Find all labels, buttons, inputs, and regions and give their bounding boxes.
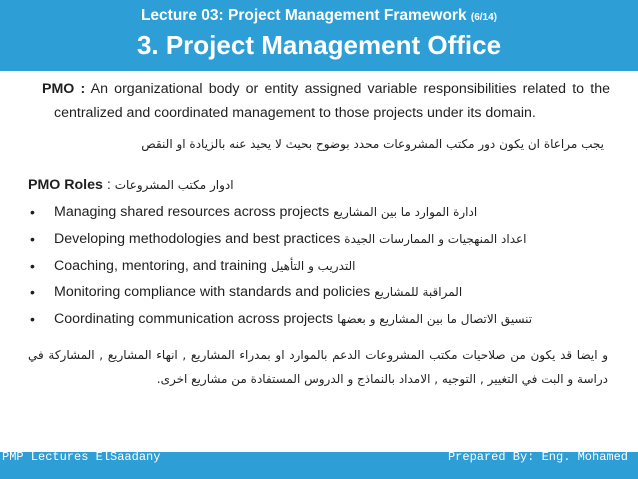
role-text: Developing methodologies and best practices [54, 230, 341, 247]
role-text: Coaching, mentoring, and training [54, 257, 267, 274]
role-text-arabic: المراقبة للمشاريع [374, 285, 463, 300]
role-text: Coordinating communication across projects [54, 311, 334, 328]
bullet-icon: • [30, 284, 35, 301]
arabic-paragraph: و ايضا قد يكون من صلاحيات مكتب المشروعات الدعم بالموارد او بمدراء المشاريع , انهاء المشاريع , المشاركة في دراسة و البت في التغيير , التوجيه , الامداد بالنماذج و الدروس المستفادة من مشاريع اخرى. [28, 347, 608, 386]
bullet-icon: • [30, 257, 35, 274]
roles-heading-separator: : [102, 177, 115, 193]
slide-content [28, 77, 610, 391]
pmo-definition-text: An organizational body or entity assigned variable responsibilities related to the centralized and coordinated management to those projects under its domain. [54, 81, 610, 121]
list-item [28, 306, 610, 333]
list-item [28, 279, 610, 306]
list-item [28, 226, 610, 253]
lecture-subtitle-text: Lecture 03: Project Management Framework [140, 7, 467, 24]
role-text-arabic: التدريب و التأهيل [270, 258, 356, 273]
role-text-arabic: تنسيق الاتصال ما بين المشاريع و بعضها [337, 312, 533, 327]
title-banner [0, 0, 638, 71]
pmo-term: PMO : [42, 81, 86, 97]
arabic-note: يجب مراعاة ان يكون دور مكتب المشروعات محدد بوضوح بحيث لا يحيد عنه بالزيادة او النقص [141, 137, 604, 151]
roles-heading-arabic: ادوار مكتب المشروعات [114, 178, 234, 192]
list-item [28, 199, 610, 226]
roles-list [28, 199, 610, 333]
bullet-icon: • [30, 230, 35, 247]
role-text: Managing shared resources across projects [54, 204, 330, 220]
roles-heading-label: PMO Roles [28, 177, 103, 193]
footer-right: Prepared By: Eng. Mohamed [447, 450, 628, 464]
role-text: Monitoring compliance with standards and policies [54, 284, 371, 301]
role-text-arabic: ادارة الموارد ما بين المشاريع [333, 205, 478, 219]
bullet-icon: • [30, 204, 35, 220]
roles-heading [28, 175, 610, 195]
list-item [28, 253, 610, 280]
pmo-definition [28, 77, 610, 125]
role-text-arabic: اعداد المنهجيات و الممارسات الجيدة [344, 231, 527, 246]
footer-left: PMP Lectures ElSaadany [2, 450, 161, 464]
bullet-icon: • [30, 311, 35, 328]
slide-title: 3. Project Management Office [136, 30, 502, 60]
lecture-subtitle [0, 7, 638, 25]
page-indicator: (6/14) [470, 12, 498, 23]
